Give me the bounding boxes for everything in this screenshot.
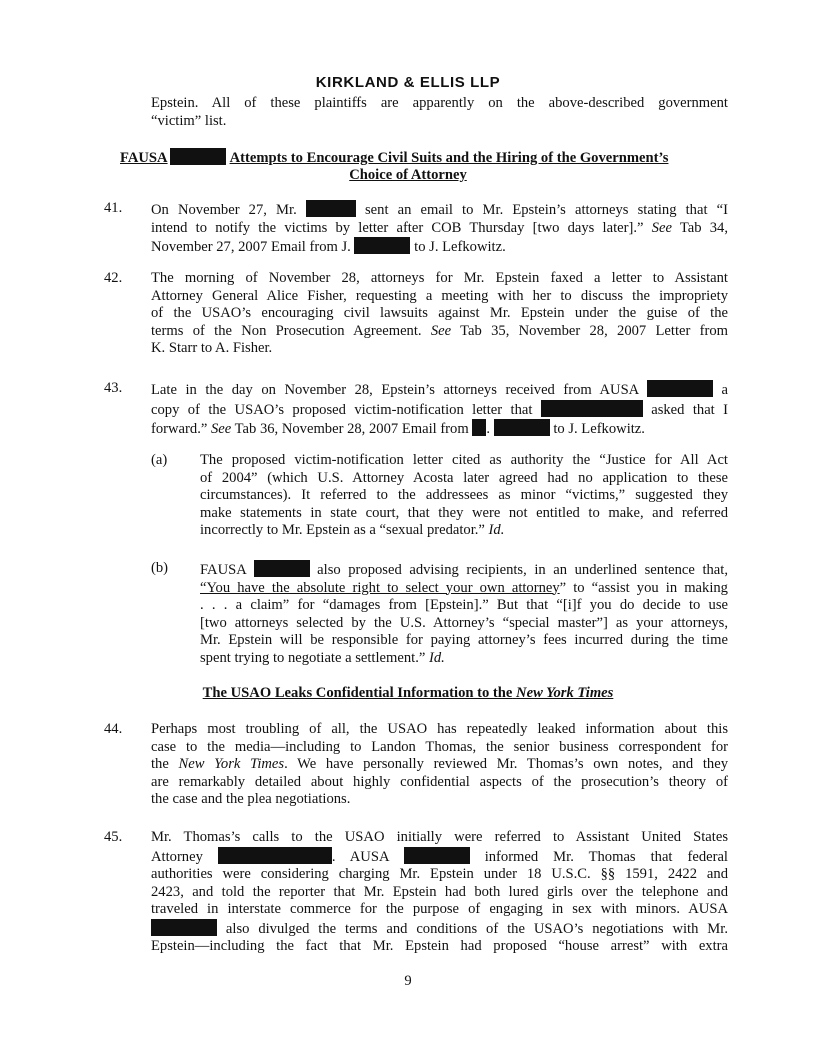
text-line: case to the media—including to Landon Thomas, the senior business correspondent for [151,738,728,755]
text-line: forward.” See Tab 36, November 28, 2007 Email from . to J. Lefkowitz. [151,421,645,437]
paragraph-number: 43. [104,380,123,396]
heading-text: FAUSA [120,150,168,166]
text-line: circumstances). It referred to the addressees as minor “victims,” suggested they [200,487,728,503]
text-line: of 2004” (which U.S. Attorney Acosta later agreed had no application to these [200,469,728,486]
text-line: Attorney . AUSA informed Mr. Thomas that federal [151,848,728,865]
redaction-block [254,560,310,577]
text-line: [two attorneys selected by the U.S. Attorney’s “special master”] as your attorneys, [200,614,728,631]
text-line: Mr. Thomas’s calls to the USAO initially were referred to Assistant United States [151,829,728,845]
text-line: Epstein—including the fact that Mr. Epstein had proposed “house arrest” with extra [151,938,728,954]
paragraph-41 [151,200,728,257]
paragraph-number: 42. [104,270,123,286]
text-line: . . . a claim” for “damages from [Epstein].” But that “[i]f you do decide to use [200,597,728,613]
text-line: 2423, and told the reporter that Mr. Epstein had both lured girls over the telephone and [151,883,728,900]
text-line: incorrectly to Mr. Epstein as a “sexual predator.” Id. [200,522,505,538]
paragraph-44 [151,721,728,809]
subparagraph-43b [200,560,728,667]
section-heading: The USAO Leaks Confidential Information to the New York Times [202,685,614,701]
page-number: 9 [404,973,412,989]
text-line: also divulged the terms and conditions of the USAO’s negotiations with Mr. [151,919,728,939]
text-line: “You have the absolute right to select your own attorney” to “assist you in making [200,579,728,596]
section-heading [120,148,720,167]
intro-paragraph [151,95,728,130]
text-line: intend to notify the victims by letter after COB Thursday [two days later].” See Tab 34, [151,219,728,236]
subparagraph-label: (b) [151,560,169,576]
subparagraph-43a [200,452,728,540]
text-line: copy of the USAO’s proposed victim-notification letter that asked that I [151,401,728,418]
redaction-block [472,419,486,436]
text-line: authorities were considering charging Mr. Epstein under 18 U.S.C. §§ 1591, 2422 and [151,866,728,882]
redaction-block [354,237,410,254]
paragraph-number: 45. [104,829,123,845]
text-line: K. Starr to A. Fisher. [151,340,273,356]
text-line: November 27, 2007 Email from J. to J. Lefkowitz. [151,239,506,255]
redaction-block [151,919,217,936]
text-line: Attorney General Alice Fisher, requesting a meeting with her to discuss the impropriety [151,287,728,304]
redaction-block [170,148,226,165]
text-line: terms of the Non Prosecution Agreement. See Tab 35, November 28, 2007 Letter from [151,322,728,339]
text-line: Perhaps most troubling of all, the USAO has repeatedly leaked information about this [151,721,728,737]
text-line: make statements in state court, that they were not entitled to make, and referred [200,504,728,521]
text-line: On November 27, Mr. sent an email to Mr. Epstein’s attorneys stating that “I [151,202,728,218]
section-heading-line2 [0,166,816,184]
redaction-block [494,419,550,436]
heading-text: Choice of Attorney [349,167,467,183]
redaction-block [306,200,356,217]
text-line: “victim” list. [151,112,227,129]
text-line: are remarkably detailed about highly confidential aspects of the prosecution’s theory of [151,773,728,790]
redaction-block [541,400,643,417]
text-line: FAUSA also proposed advising recipients, in an underlined sentence that, [200,562,728,578]
paragraph-number: 41. [104,200,123,216]
text-line: spent trying to negotiate a settlement.” Id. [200,649,445,666]
paragraph-43 [151,380,728,439]
redaction-block [647,380,713,397]
paragraph-45 [151,829,728,956]
paragraph-42 [151,270,728,358]
redaction-block [218,847,332,864]
text-line: the New York Times. We have personally reviewed Mr. Thomas’s own notes, and they [151,756,728,772]
paragraph-number: 44. [104,721,123,737]
text-line: of the USAO’s encouraging civil lawsuits against Mr. Epstein under the guise of the [151,305,728,321]
text-line: traveled in interstate commerce for the purpose of engaging in sex with minors. AUSA [151,901,728,917]
text-line: Late in the day on November 28, Epstein’s attorneys received from AUSA a [151,382,728,398]
text-line: Epstein. All of these plaintiffs are apparently on the above-described government [151,95,728,111]
letterhead: KIRKLAND & ELLIS LLP [315,74,501,91]
redaction-block [404,847,470,864]
text-line: Mr. Epstein will be responsible for paying attorney’s fees incurred during the time [200,632,728,648]
text-line: The proposed victim-notification letter cited as authority the “Justice for All Act [200,452,728,468]
subparagraph-label: (a) [151,452,168,468]
text-line: The morning of November 28, attorneys for Mr. Epstein faxed a letter to Assistant [151,270,728,286]
text-line: the case and the plea negotiations. [151,791,351,807]
heading-text: Attempts to Encourage Civil Suits and the Hiring of the Government’s [229,150,669,166]
